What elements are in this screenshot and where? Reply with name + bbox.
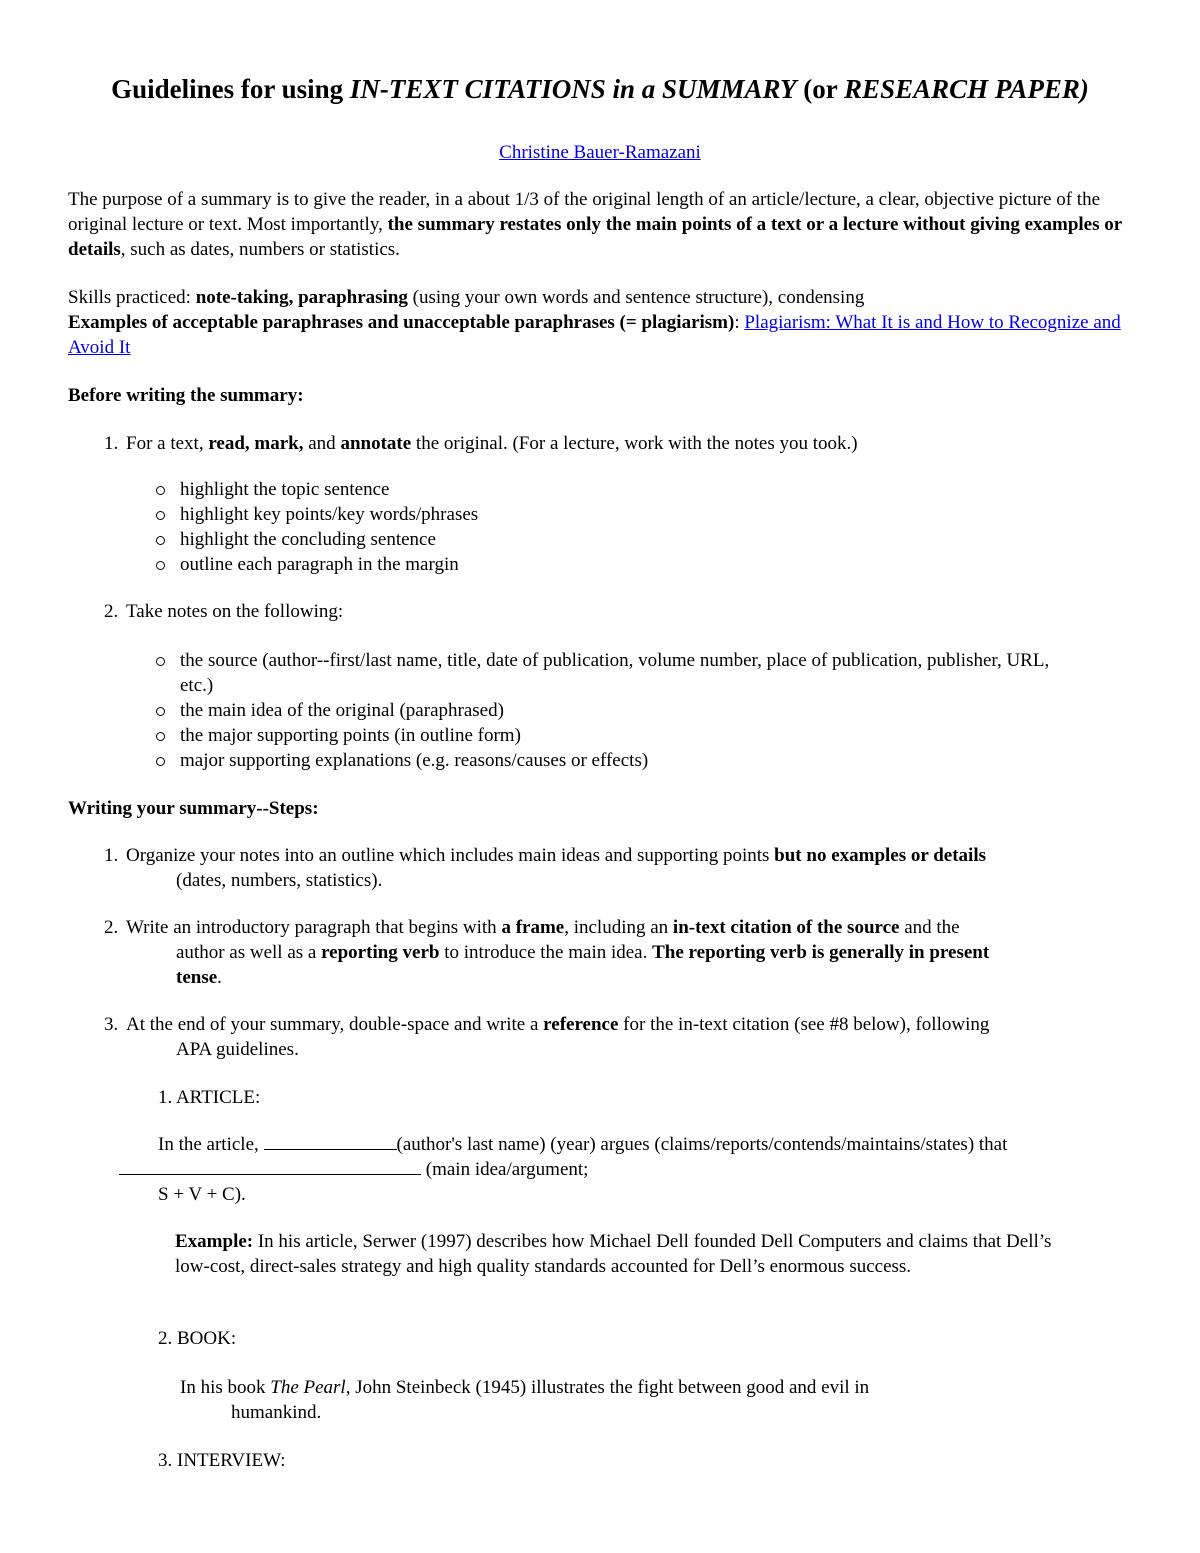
article-frame-line-1 [158,1132,1148,1157]
article-frame-line-3: S + V + C). [158,1184,246,1205]
interview-label: 3. INTERVIEW: [158,1450,286,1471]
step-bold: reporting verb [321,942,440,963]
skills-label: Skills practiced: [68,287,196,308]
book-example [180,1375,1080,1425]
section-heading: Writing your summary--Steps: [68,798,319,819]
title-part: IN-TEXT CITATIONS in a SUMMARY [349,74,797,104]
step-bold: reference [543,1014,619,1035]
page-title [80,72,1120,106]
step-1-bullets [156,477,1116,577]
step-text: At the end of your summary, double-space and write a [126,1014,544,1035]
before-step-1 [104,431,1174,456]
step-text: . [217,967,222,988]
step-line [104,843,1144,868]
examples-bold: Examples of acceptable paraphrases and unacceptable paraphrases (= plagiarism) [68,312,735,333]
section-heading: Before writing the summary: [68,385,304,406]
frame-text: (author's last name) (year) argues (claims/reports/contends/maintains/states) that [396,1134,1008,1155]
intro-text: The purpose of a summary is to give the reader, in a about 1/3 of the original length of an article/lecture, a clear, objective picture of the original lecture or text. Most importantly, [68,189,1101,235]
before-step-2 [104,599,1174,624]
step-bold: but no examples or details [774,845,987,866]
step-bold: a frame [501,917,565,938]
intro-paragraph [68,187,1138,262]
step-number: 3. [104,1014,119,1035]
author-link[interactable]: Christine Bauer-Ramazani [499,142,701,163]
book-label: 2. BOOK: [158,1328,237,1349]
book-line [180,1375,1080,1400]
step-text: For a text, [126,433,209,454]
skills-line [68,285,1138,310]
list-item: the source (author--first/last name, title, date of publication, volume number, place of publication, publisher, URL, etc.) [156,648,1066,698]
list-item: major supporting explanations (e.g. reasons/causes or effects) [156,748,1066,773]
skills-text: (using your own words and sentence structure), condensing [407,287,865,308]
step-number: 2. [104,601,119,622]
writing-step-2 [104,915,1144,990]
intro-bold: the summary restates only the main points of a text or a lecture without giving examples or details [68,214,1122,260]
plagiarism-link[interactable]: Plagiarism: What It is and How to Recognize and Avoid It [68,312,1121,358]
step-continuation: (dates, numbers, statistics). [176,870,383,891]
title-part: Guidelines for using [111,74,350,104]
step-text: and [303,433,341,454]
before-heading [68,383,1138,408]
step-text: Write an introductory paragraph that begins with [126,917,502,938]
author-blank [264,1149,397,1150]
step-2-bullets [156,648,1066,773]
step-number: 1. [104,433,119,454]
step-text: the original. (For a lecture, work with the notes you took.) [411,433,858,454]
step-text: , including an [564,917,673,938]
skills-bold: note-taking, paraphrasing [195,287,408,308]
step-text: Organize your notes into an outline which includes main ideas and supporting points [126,845,775,866]
article-example [175,1229,1055,1279]
frame-text: (main idea/argument; [421,1159,589,1180]
step-line [104,915,1144,940]
intro-text: , such as dates, numbers or statistics. [120,239,400,260]
article-label: 1. ARTICLE: [158,1087,261,1108]
writing-step-1 [104,843,1144,893]
list-item: highlight the topic sentence [156,477,1116,502]
list-item: highlight the concluding sentence [156,527,1116,552]
step-text: author as well as a [176,942,322,963]
book-title: The Pearl [270,1377,346,1398]
example-label: Example: [175,1231,254,1252]
title-part: (or [796,74,845,104]
step-continuation: APA guidelines. [176,1039,299,1060]
step-bold: read, mark, [208,433,304,454]
step-text: for the in-text citation (see #8 below), following [618,1014,990,1035]
step-continuation [104,965,1144,990]
writing-heading [68,796,1138,821]
example-text: In his article, Serwer (1997) describes how Michael Dell founded Dell Computers and claims that Dell’s low-cost, direct-sales strategy and high quality standards accounted for Dell’s enormous success. [175,1231,1052,1277]
examples-colon: : [734,312,745,333]
book-continuation: humankind. [231,1402,322,1423]
step-bold: in-text citation of the source [672,917,900,938]
step-bold: tense [176,967,218,988]
list-item: outline each paragraph in the margin [156,552,1116,577]
step-continuation [104,940,1144,965]
step-bold: The reporting verb is generally in present [652,942,990,963]
list-item: the major supporting points (in outline form) [156,723,1066,748]
book-text: , John Steinbeck (1945) illustrates the fight between good and evil in [345,1377,870,1398]
step-bold: annotate [340,433,412,454]
step-line [104,1012,1144,1037]
main-idea-blank [119,1174,421,1175]
list-item: the main idea of the original (paraphrased) [156,698,1066,723]
title-part: RESEARCH PAPER) [844,74,1089,104]
list-item: highlight key points/key words/phrases [156,502,1116,527]
step-text: and the [899,917,960,938]
book-text: In his book [180,1377,271,1398]
step-number: 2. [104,917,119,938]
step-text: to introduce the main idea. [439,942,653,963]
article-frame-line-2 [119,1157,1189,1182]
step-number: 1. [104,845,119,866]
writing-step-3 [104,1012,1144,1062]
frame-text: In the article, [158,1134,264,1155]
skills-paragraph [68,285,1138,360]
examples-line [68,310,1138,360]
step-text: Take notes on the following: [126,601,344,622]
